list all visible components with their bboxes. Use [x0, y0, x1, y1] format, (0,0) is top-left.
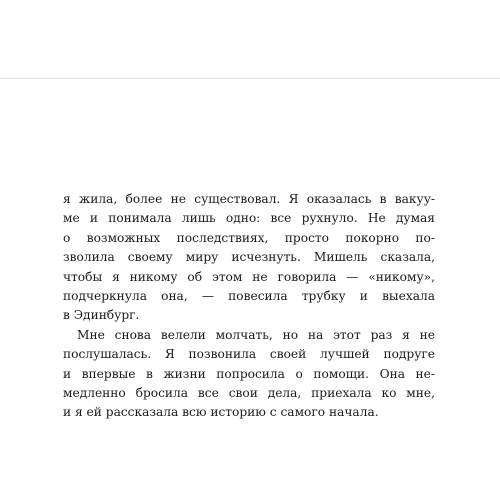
- page-header-area: [0, 0, 500, 79]
- text-line: и я ей рассказала всю историю с самого начала.: [63, 405, 379, 420]
- body-text: [63, 190, 435, 423]
- text-line: ме и понимала лишь одно: все рухнуло. Не думая: [63, 211, 435, 226]
- text-line: я жила, более не существовал. Я оказалась в вакуу-: [63, 192, 435, 206]
- text-line: о возможных последствиях, просто покорно по-: [63, 230, 435, 245]
- text-line: в Эдинбург.: [63, 308, 140, 323]
- text-line: послушалась. Я позвонила своей лучшей подруге: [63, 347, 435, 362]
- text-line: медленно бросила все свои дела, приехала ко мне,: [63, 385, 435, 400]
- paragraph-2: [63, 326, 435, 423]
- paragraph-1: [63, 190, 435, 326]
- text-line: зволила своему миру исчезнуть. Мишель сказала,: [63, 250, 435, 265]
- text-line: и впервые в жизни попросила о помощи. Она не-: [63, 366, 435, 381]
- text-line: чтобы я никому об этом не говорила — «никому»,: [63, 269, 435, 284]
- text-line: подчеркнула она, — повесила трубку и выехала: [63, 288, 435, 303]
- text-line: Мне снова велели молчать, но на этот раз я не: [77, 327, 435, 342]
